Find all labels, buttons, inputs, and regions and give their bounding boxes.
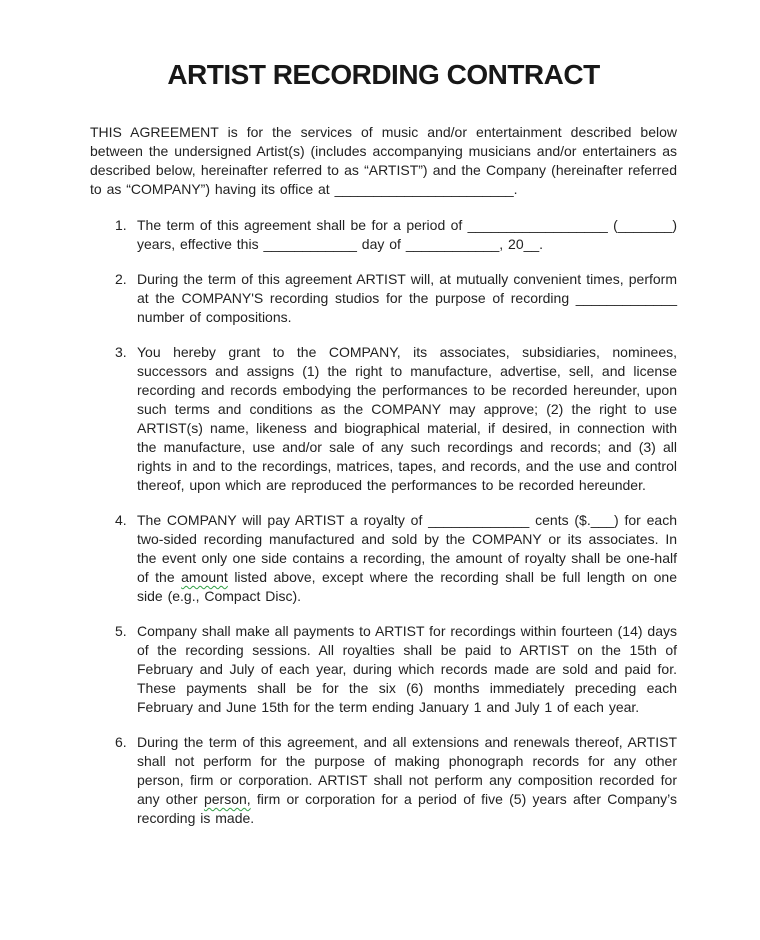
- clause-number: 3.: [115, 344, 127, 360]
- clause-text: Company shall make all payments to ARTIST for recordings within fourteen (14) days of the recording sessions. All royalties shall be paid to ARTIST on the 15th of February and July of each year, during which records made are sold and paid for. These payments shall be for the six (6) months immediately preceding each February and June 15th for the term ending January 1 and July 1 of each year.: [137, 623, 677, 715]
- contract-clause: [90, 733, 677, 828]
- document-title: ARTIST RECORDING CONTRACT: [167, 59, 600, 90]
- contract-clause: [90, 511, 677, 606]
- clause-number: 5.: [115, 623, 127, 639]
- clause-text: The term of this agreement shall be for a period of __________________ (_______) years, effective this ____________ day of ____________, 20__.: [137, 217, 677, 252]
- clause-list: [90, 216, 677, 828]
- intro-paragraph: THIS AGREEMENT is for the services of music and/or entertainment described below between the undersigned Artist(s) (includes accompanying musicians and/or entertainers as described below, hereinafter referred to as “ARTIST”) and the Company (hereinafter referred to as “COMPANY”) having its office at _______________________.: [90, 124, 677, 197]
- clause-text: You hereby grant to the COMPANY, its associates, subsidiaries, nominees, successors and assigns (1) the right to manufacture, advertise, sell, and license recording and records embodying the performances to be recorded hereunder, upon such terms and conditions as the COMPANY may approve; (2) the right to use ARTIST(s) name, likeness and biographical material, if desired, in connection with the manufacture, use and/or sale of any such recordings and records; and (3) all rights in and to the recordings, matrices, tapes, and records, and the use and control thereof, upon which are reproduced the performances to be recorded hereunder.: [137, 344, 677, 493]
- clause-text: During the term of this agreement, and all extensions and renewals thereof, ARTIST shall not perform for the purpose of making phonograph records for any other person, firm or corporation. ARTIST shall not perform any composition recorded for any other person, firm or corporation for a period of five (5) years after Company’s recording is made.: [137, 734, 678, 826]
- contract-clause: [90, 622, 677, 717]
- contract-clause: [90, 270, 677, 327]
- grammar-underlined-word: amount: [181, 569, 228, 585]
- clause-number: 2.: [115, 271, 127, 287]
- clause-text: During the term of this agreement ARTIST will, at mutually convenient times, perform at the COMPANY'S recording studios for the purpose of recording _____________ number of compositions.: [137, 271, 677, 325]
- clause-number: 6.: [115, 734, 127, 750]
- contract-clause: [90, 216, 677, 254]
- clause-number: 4.: [115, 512, 127, 528]
- contract-clause: [90, 343, 677, 495]
- clause-text: The COMPANY will pay ARTIST a royalty of _____________ cents ($.___) for each two-sided recording manufactured and sold by the COMPANY or its associates. In the event only one side contains a recording, the amount of royalty shall be one-half of the amount listed above, except where the recording shall be full length on one side (e.g., Compact Disc).: [137, 512, 677, 604]
- clause-number: 1.: [115, 217, 127, 233]
- grammar-underlined-word: person,: [203, 791, 251, 807]
